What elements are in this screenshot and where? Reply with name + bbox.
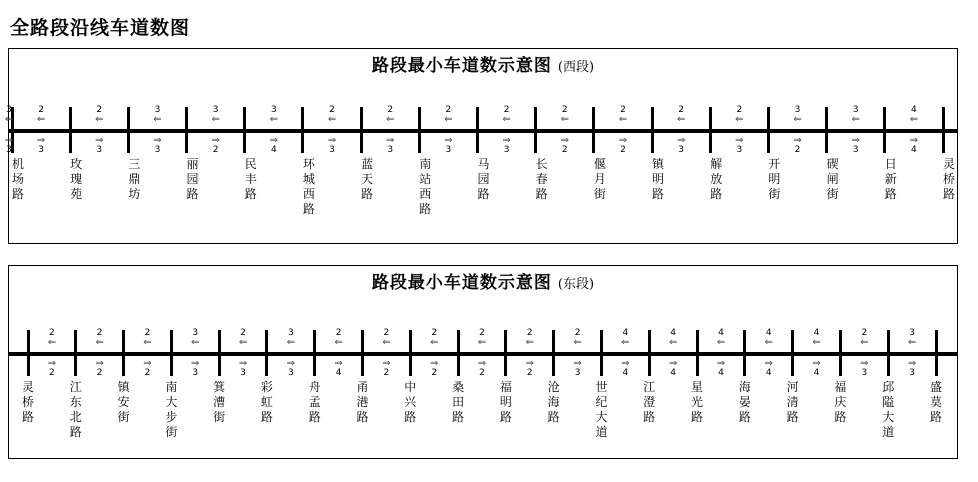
arrow-left-icon: ⇐ — [444, 114, 453, 125]
arrow-right-icon: ⇒ — [47, 358, 57, 369]
west-upper-lane-count: 3 — [852, 105, 859, 115]
arrow-right-icon: ⇒ — [909, 135, 919, 146]
arrow-left-icon: ⇐ — [812, 337, 821, 348]
arrow-left-icon: ⇐ — [47, 337, 57, 348]
east-lower-lane-count: 3 — [192, 368, 199, 378]
arrow-right-icon: ⇒ — [95, 358, 104, 369]
arrow-left-icon: ⇐ — [430, 337, 439, 348]
west-lower-lane-count: 3 — [6, 145, 12, 155]
west-station-tick — [243, 107, 246, 153]
west-lower-lane-count: 3 — [678, 145, 685, 155]
east-upper-lane-count: 3 — [287, 328, 294, 338]
west-station-label: 解放路 — [710, 157, 723, 201]
arrow-left-icon: ⇐ — [95, 337, 104, 348]
east-station-tick — [265, 330, 268, 376]
east-upper-lane-count: 4 — [670, 328, 677, 338]
east-lower-lane-count: 4 — [622, 368, 629, 378]
east-lower-lane-count: 2 — [144, 368, 151, 378]
east-station-tick — [504, 330, 507, 376]
arrow-right-icon: ⇒ — [430, 358, 439, 369]
arrow-right-icon: ⇒ — [327, 135, 337, 146]
east-station-label: 河清路 — [786, 380, 799, 424]
east-station-label: 舟孟路 — [308, 380, 321, 424]
west-station-label: 马园路 — [477, 157, 490, 201]
east-upper-lane-count: 2 — [574, 328, 581, 338]
arrow-left-icon: ⇐ — [211, 114, 220, 125]
west-lower-lane-count: 3 — [96, 145, 103, 155]
east-station-tick — [600, 330, 603, 376]
west-station-label: 日新路 — [884, 157, 897, 201]
arrow-left-icon: ⇐ — [334, 337, 343, 348]
west-lower-lane-count: 3 — [852, 145, 859, 155]
west-upper-lane-count: 2 — [678, 105, 685, 115]
arrow-left-icon: ⇐ — [793, 114, 802, 125]
east-station-label: 江澄路 — [643, 380, 656, 424]
east-station-tick — [791, 330, 794, 376]
east-lower-lane-count: 2 — [431, 368, 438, 378]
east-station-label: 镇安街 — [117, 380, 130, 424]
west-station-label: 三鼎坊 — [128, 157, 141, 201]
arrow-left-icon: ⇐ — [525, 337, 534, 348]
east-station-label: 彩虹路 — [260, 380, 273, 424]
west-upper-lane-count: 2 — [387, 105, 394, 115]
arrow-right-icon: ⇒ — [560, 135, 569, 146]
west-station-label: 偃月街 — [593, 157, 606, 201]
east-station-tick — [313, 330, 316, 376]
arrow-right-icon: ⇒ — [860, 358, 869, 369]
arrow-right-icon: ⇒ — [716, 358, 726, 369]
arrow-right-icon: ⇒ — [238, 358, 248, 369]
west-lower-lane-count: 4 — [270, 145, 277, 155]
east-lower-lane-count: 3 — [574, 368, 581, 378]
arrow-right-icon: ⇒ — [764, 358, 773, 369]
west-station-tick — [709, 107, 712, 153]
west-station-label: 机场路 — [11, 157, 24, 201]
east-station-tick — [839, 330, 842, 376]
east-lower-lane-count: 3 — [909, 368, 915, 378]
east-lower-lane-count: 2 — [526, 368, 533, 378]
arrow-right-icon: ⇒ — [269, 135, 279, 146]
west-upper-lane-count: 2 — [38, 105, 44, 115]
arrow-right-icon: ⇒ — [477, 358, 487, 369]
east-upper-lane-count: 4 — [813, 328, 820, 338]
east-upper-lane-count: 2 — [49, 328, 55, 338]
west-station-tick — [883, 107, 886, 153]
arrow-left-icon: ⇐ — [95, 114, 104, 125]
arrow-left-icon: ⇐ — [286, 337, 296, 348]
east-upper-lane-count: 2 — [526, 328, 533, 338]
arrow-left-icon: ⇐ — [560, 114, 569, 125]
arrow-left-icon: ⇐ — [860, 337, 869, 348]
arrow-left-icon: ⇐ — [386, 114, 395, 125]
west-station-label: 民丰路 — [244, 157, 257, 201]
west-station-tick — [942, 107, 945, 153]
east-station-label: 南大步街 — [165, 380, 178, 439]
west-station-tick — [69, 107, 72, 153]
west-station-tick — [127, 107, 130, 153]
west-station-tick — [767, 107, 770, 153]
west-station-label: 镇明路 — [652, 157, 665, 201]
arrow-right-icon: ⇒ — [143, 358, 152, 369]
arrow-left-icon: ⇐ — [153, 114, 162, 125]
arrow-left-icon: ⇐ — [621, 337, 630, 348]
east-upper-lane-count: 3 — [909, 328, 915, 338]
arrow-right-icon: ⇒ — [793, 135, 802, 146]
arrow-right-icon: ⇒ — [191, 358, 200, 369]
east-station-label: 盛莫路 — [929, 380, 942, 424]
west-upper-lane-count: 2 — [503, 105, 510, 115]
east-station-tick — [170, 330, 173, 376]
west-lower-lane-count: 2 — [794, 145, 801, 155]
west-station-tick — [185, 107, 188, 153]
east-station-tick — [122, 330, 125, 376]
west-upper-lane-count: 2 — [329, 105, 335, 115]
east-upper-lane-count: 2 — [383, 328, 390, 338]
arrow-left-icon: ⇐ — [143, 337, 152, 348]
east-lower-lane-count: 2 — [383, 368, 390, 378]
west-station-tick — [418, 107, 421, 153]
arrow-left-icon: ⇐ — [676, 114, 686, 125]
east-station-label: 海晏路 — [738, 380, 751, 424]
east-station-label: 桑田路 — [452, 380, 465, 424]
east-upper-lane-count: 2 — [861, 328, 868, 338]
arrow-right-icon: ⇒ — [573, 358, 582, 369]
west-station-label: 环城西路 — [302, 157, 315, 216]
east-title-sub: (东段) — [557, 277, 595, 292]
arrow-right-icon: ⇒ — [382, 358, 391, 369]
arrow-right-icon: ⇒ — [668, 358, 678, 369]
arrow-right-icon: ⇒ — [907, 358, 917, 369]
east-upper-lane-count: 2 — [479, 328, 485, 338]
east-lower-lane-count: 2 — [96, 368, 103, 378]
west-title-sub: (西段) — [557, 60, 595, 75]
arrow-left-icon: ⇐ — [36, 114, 46, 125]
east-station-tick — [696, 330, 699, 376]
east-upper-lane-count: 2 — [431, 328, 438, 338]
arrow-left-icon: ⇐ — [502, 114, 511, 125]
west-station-tick — [825, 107, 828, 153]
east-lower-lane-count: 2 — [49, 368, 55, 378]
west-upper-lane-count: 2 — [445, 105, 452, 115]
east-station-tick — [361, 330, 364, 376]
east-lower-lane-count: 3 — [861, 368, 868, 378]
west-lower-lane-count: 3 — [154, 145, 161, 155]
east-station-label: 邱隘大道 — [882, 380, 895, 439]
west-station-tick — [651, 107, 654, 153]
west-station-tick — [534, 107, 537, 153]
west-station-label: 南站西路 — [419, 157, 432, 216]
west-station-label: 长春路 — [535, 157, 548, 201]
west-upper-lane-count: 4 — [911, 105, 917, 115]
west-lower-lane-count: 3 — [329, 145, 335, 155]
west-lower-lane-count: 3 — [387, 145, 394, 155]
east-upper-lane-count: 3 — [192, 328, 199, 338]
arrow-right-icon: ⇒ — [525, 358, 534, 369]
east-station-tick — [457, 330, 460, 376]
arrow-left-icon: ⇐ — [269, 114, 279, 125]
west-lower-lane-count: 2 — [620, 145, 626, 155]
east-station-tick — [409, 330, 412, 376]
arrow-left-icon: ⇐ — [851, 114, 860, 125]
arrow-left-icon: ⇐ — [573, 337, 582, 348]
west-diagram-title — [9, 51, 957, 76]
arrow-right-icon: ⇒ — [502, 135, 511, 146]
east-upper-lane-count: 2 — [144, 328, 151, 338]
arrow-left-icon: ⇐ — [716, 337, 726, 348]
west-station-label: 碶闸街 — [826, 157, 839, 201]
west-station-tick — [592, 107, 595, 153]
west-road-line — [9, 129, 957, 133]
east-lower-lane-count: 3 — [240, 368, 246, 378]
west-station-label: 开明街 — [768, 157, 781, 201]
east-station-tick — [74, 330, 77, 376]
east-section-diagram — [8, 265, 958, 459]
arrow-left-icon: ⇐ — [327, 114, 337, 125]
west-lower-lane-count: 4 — [911, 145, 917, 155]
arrow-right-icon: ⇒ — [211, 135, 220, 146]
east-upper-lane-count: 4 — [765, 328, 772, 338]
west-upper-lane-count: 2 — [561, 105, 568, 115]
east-station-tick — [552, 330, 555, 376]
arrow-left-icon: ⇐ — [618, 114, 628, 125]
east-station-label: 中兴路 — [404, 380, 417, 424]
east-lower-lane-count: 4 — [718, 368, 724, 378]
east-station-label: 甬港路 — [356, 380, 369, 424]
arrow-left-icon: ⇐ — [764, 337, 773, 348]
arrow-left-icon: ⇐ — [909, 114, 919, 125]
east-lower-lane-count: 4 — [765, 368, 772, 378]
west-upper-lane-count: 2 — [736, 105, 743, 115]
east-title-main: 路段最小车道数示意图 — [371, 273, 552, 293]
east-road-line — [9, 352, 957, 356]
east-upper-lane-count: 4 — [622, 328, 629, 338]
arrow-right-icon: ⇒ — [153, 135, 162, 146]
west-station-tick — [476, 107, 479, 153]
arrow-right-icon: ⇒ — [621, 358, 630, 369]
west-station-tick — [360, 107, 363, 153]
arrow-right-icon: ⇒ — [334, 358, 343, 369]
east-diagram-title — [9, 268, 957, 293]
east-station-label: 星光路 — [691, 380, 704, 424]
west-upper-lane-count: 2 — [96, 105, 103, 115]
east-upper-lane-count: 2 — [335, 328, 342, 338]
west-lower-lane-count: 3 — [736, 145, 743, 155]
west-station-label: 丽园路 — [186, 157, 199, 201]
east-station-label: 福庆路 — [834, 380, 847, 424]
arrow-right-icon: ⇒ — [36, 135, 46, 146]
east-lower-lane-count: 4 — [335, 368, 342, 378]
arrow-right-icon: ⇒ — [95, 135, 104, 146]
arrow-right-icon: ⇒ — [735, 135, 744, 146]
east-upper-lane-count: 2 — [96, 328, 103, 338]
arrow-left-icon: ⇐ — [735, 114, 744, 125]
arrow-right-icon: ⇒ — [386, 135, 395, 146]
east-station-label: 沧海路 — [547, 380, 560, 424]
west-lower-lane-count: 3 — [38, 145, 44, 155]
arrow-left-icon: ⇐ — [382, 337, 391, 348]
arrow-right-icon: ⇒ — [812, 358, 821, 369]
east-station-tick — [743, 330, 746, 376]
west-station-label: 灵桥路 — [942, 157, 955, 201]
east-upper-lane-count: 4 — [718, 328, 724, 338]
west-lower-lane-count: 2 — [561, 145, 568, 155]
west-upper-lane-count: 3 — [794, 105, 801, 115]
east-station-label: 福明路 — [499, 380, 512, 424]
west-lower-lane-count: 3 — [445, 145, 452, 155]
west-upper-lane-count: 3 — [270, 105, 277, 115]
east-lower-lane-count: 3 — [287, 368, 294, 378]
west-station-label: 玫瑰苑 — [70, 157, 83, 201]
west-upper-lane-count: 3 — [212, 105, 219, 115]
arrow-right-icon: ⇒ — [4, 135, 14, 146]
west-station-label: 蓝天路 — [361, 157, 374, 201]
west-upper-lane-count: 2 — [620, 105, 626, 115]
west-station-tick — [301, 107, 304, 153]
east-station-label: 箕漕街 — [213, 380, 226, 424]
west-section-diagram — [4, 48, 958, 244]
east-station-label: 灵桥路 — [21, 380, 34, 424]
west-upper-lane-count: 3 — [154, 105, 161, 115]
arrow-left-icon: ⇐ — [477, 337, 487, 348]
east-station-label: 江东北路 — [69, 380, 82, 439]
page-title: 全路段沿线车道数图 — [10, 17, 191, 39]
west-lower-lane-count: 2 — [212, 145, 219, 155]
arrow-right-icon: ⇒ — [618, 135, 628, 146]
east-station-tick — [27, 330, 30, 376]
east-lower-lane-count: 4 — [670, 368, 677, 378]
arrow-left-icon: ⇐ — [238, 337, 248, 348]
west-upper-lane-count: 3 — [6, 105, 12, 115]
east-station-label: 世纪大道 — [595, 380, 608, 439]
east-station-tick — [218, 330, 221, 376]
arrow-right-icon: ⇒ — [444, 135, 453, 146]
east-lower-lane-count: 2 — [479, 368, 485, 378]
arrow-left-icon: ⇐ — [668, 337, 678, 348]
east-lower-lane-count: 4 — [813, 368, 820, 378]
east-upper-lane-count: 2 — [240, 328, 246, 338]
west-lower-lane-count: 3 — [503, 145, 510, 155]
arrow-right-icon: ⇒ — [851, 135, 860, 146]
arrow-left-icon: ⇐ — [4, 114, 14, 125]
west-title-main: 路段最小车道数示意图 — [371, 56, 552, 76]
east-station-tick — [887, 330, 890, 376]
arrow-right-icon: ⇒ — [286, 358, 296, 369]
east-station-tick — [935, 330, 938, 376]
arrow-left-icon: ⇐ — [907, 337, 917, 348]
arrow-left-icon: ⇐ — [191, 337, 200, 348]
arrow-right-icon: ⇒ — [676, 135, 686, 146]
east-station-tick — [648, 330, 651, 376]
